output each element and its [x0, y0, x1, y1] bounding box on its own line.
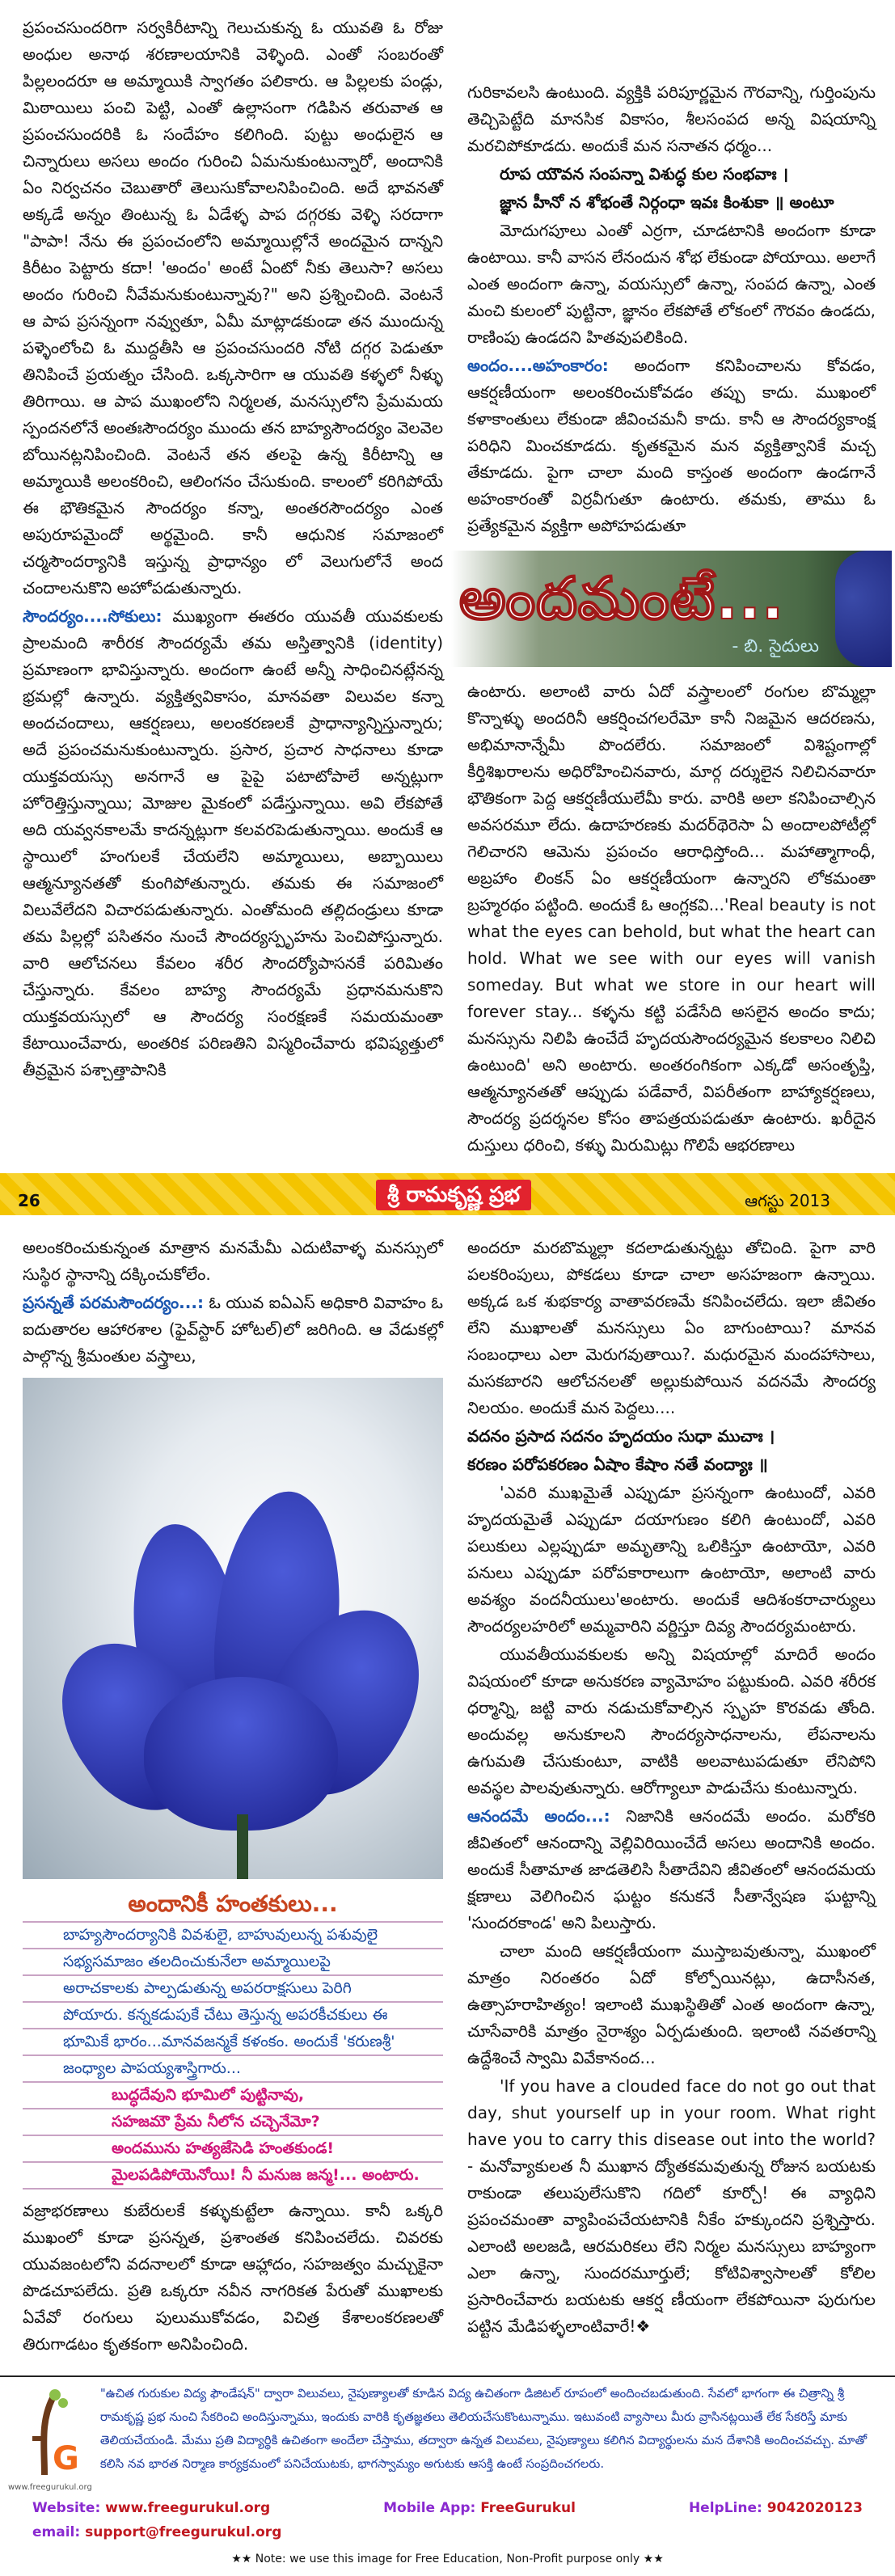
article-intro: ప్రపంచసుందరిగా సర్వకిరీటాన్ని గెలుచుకున్న ఓ యువతి ఓ రోజు అంధుల అనాథ శరణాలయానికి వెళ్ళింది. ఎంతో సంబరంతో పిల్లలందరూ ఆ అమ్మాయికి స్వాగతం పలికారు. ఆ పిల్లలకు పండ్లు, మిఠాయిలు పంచి పెట్టి, ఎంతో ఉల్లాసంగా గడిపిన తరువాత ఆ ప్రపంచసుందరికి ఓ సందేహం కలిగింది. పుట్టు అంధులైన ఆ చిన్నారులు అసలు అందం గురించి ఏమనుకుంటున్నారో, అందానికి ఏం నిర్వచనం చెబుతారో తెలుసుకోవాలనిపించింది. అదే భావనతో అక్కడే అన్నం తింటున్న ఓ ఏడేళ్ళ పాప దగ్గరకు వెళ్ళి సరదాగా "పాపా! నేను ఈ ప్రపంచంలోని అమ్మాయిల్లోనే అందమైన దాన్నని కిరీటం పెట్టారు కదా! 'అందం' అంటే ఏంటో నీకు తెలుసా? అసలు అందం గురించి నీవేమనుకుంటున్నావు?" అని ప్రశ్నించింది. వెంటనే ఆ పాప ప్రసన్నంగా నవ్వుతూ, ఏమీ మాట్లాడకుండా తన ముందున్న పళ్ళెంలోంచి ఓ ముద్దతీసి ఆ ప్రపంచసుందరి నోటి దగ్గర పెడుతూ తినిపించే ప్రయత్నం చేసింది. ఒక్కసారిగా ఆ యువతి కళ్ళలో నీళ్ళు తిరిగాయి. ఆ పాప ముఖంలోని నిర్మలత, మనస్సులోని ప్రేమమయ స్పందనలోనే అంతఃసౌందర్యం ముందు తన బాహ్యసౌందర్యం వెలవెల బోయినట్లనిపించింది. వెంటనే తన తలపై ఉన్న కిరీటాన్ని ఆ అమ్మాయికి అలంకరించి, ఆలింగనం చేసుకుంది. కాలంలో కరిగిపోయే ఈ భౌతికమైన సౌందర్యం కన్నా, అంతరసౌందర్యం ఎంత అపురూపమైందో అర్థమైంది. కానీ ఆధునిక సమాజంలో చర్మసౌందర్యానికి ఇస్తున్న ప్రాధాన్యం లో వెలుగులోనే అంద చందాలనుకొని అహోపడుతున్నారు. — [23, 18, 443, 598]
website-link[interactable]: www.freegurukul.org — [105, 2500, 271, 2516]
magazine-logo: శ్రీ రామకృష్ణ ప్రభ — [376, 1180, 531, 1210]
contact-links — [8, 2494, 887, 2547]
verse-line: కరణం పరోపకరణం ఏషాం కేషాం నతే వంద్యాః ॥ — [467, 1455, 768, 1474]
sidebar-box — [23, 1887, 443, 2190]
page-bottom — [0, 1220, 895, 2367]
freegurukul-logo — [8, 2382, 92, 2494]
left-column-bottom-end: వజ్రాభరణాలు కుబేరులకే కళ్ళుకుట్టేలా ఉన్నాయి. కానీ ఒక్కరి ముఖంలో కూడా ప్రసన్నత, ప్రశాంతత కనిపించలేదు. చివరకు యువజంటలోని వదనాలలో కూడా ఆహ్లాదం, సహజత్వం మచ్చుకైనా పొడచూపలేదు. ప్రతి ఒక్కరూ నవీన నాగరికత పేరుతో ముఖాలకు ఏవేవో రంగులు పులుముకోవడం, విచిత్ర కేశాలంకరణలతో తిరుగాడటం కృతకంగా అనిపించింది. — [23, 2201, 443, 2354]
svg-text:G: G — [53, 2440, 79, 2477]
blue-flower-image — [23, 1378, 443, 1879]
box-line: సభ్యసమాజం తలదించుకునేలా అమ్మాయిలపై — [23, 1949, 443, 1976]
left-column-bottom-top: అలంకరించుకున్నంత మాత్రాన మనమేమీ ఎదుటివాళ్ళ మనస్సులో సుస్థిర స్థానాన్ని దక్కించుకోలేం. ప్రసన్నతే పరమసౌందర్యం...: ఓ యువ ఐఏఎస్ అధికారి వివాహం ఓ ఐదుతారల ఆహారశాల (ఫైవ్‌స్టార్ హోటల్)లో జరిగింది. ఆ వేడుకల్లో పాల్గొన్న శ్రీమంతుల వస్త్రాలు, — [23, 1235, 443, 1370]
issue-date: ఆగస్టు 2013 — [745, 1191, 830, 1210]
paragraph: గురికావలసి ఉంటుంది. వ్యక్తికి పరిపూర్ణమైన గౌరవాన్ని, గుర్తింపును తెచ్చిపెట్టేది మానసిక వికాసం, శీలసంపద అన్న విషయాన్ని మరచిపోకూడదు. అందుకే మన సనాతన ధర్మం... — [467, 82, 876, 155]
app-link[interactable]: FreeGurukul — [480, 2500, 576, 2516]
subheading-serenity: ప్రసన్నతే పరమసౌందర్యం...: — [23, 1293, 204, 1312]
helpline-label: HelpLine: — [688, 2500, 762, 2516]
left-column-top — [23, 15, 443, 1160]
paragraph: చాలా మంది ఆకర్షణీయంగా ముస్తాబవుతున్నా, ముఖంలో మాత్రం నిరంతరం ఏదో కోల్పోయినట్లు, ఉదాసీనత, ఉత్సాహరాహిత్యం! ఇలాంటి ముఖస్థితితో ఎంత అందంగా ఉన్నా, చూసేవారికి మాత్రం నైరాశ్యం ఏర్పడుతుంది. ఇలాంటి నవతరాన్ని ఉద్దేశించే స్వామి వివేకానంద... — [467, 1941, 876, 2067]
poem-line: సహజమౌ ప్రేమ నీలోన చచ్చెనేమో? — [23, 2109, 443, 2136]
page-top — [0, 0, 895, 1168]
left-column-bottom — [23, 1235, 443, 2359]
article-title: అందమంటే... — [459, 564, 785, 632]
footer — [0, 2375, 895, 2576]
verse-line: రూప యౌవన సంపన్నా విశుద్ధ కుల సంభవాః । — [500, 164, 789, 184]
poem-line: అందమును హత్యజేసెడి హంతకుండ! — [23, 2136, 443, 2163]
poem-line: బుద్ధదేవుని భూమిలో పుట్టినావు, — [23, 2083, 443, 2109]
paragraph: 'ఎవరి ముఖమైతే ఎప్పుడూ ప్రసన్నంగా ఉంటుందో, ఎవరి హృదయమైతే ఎప్పుడూ దయాగుణం కలిగి ఉంటుందో, ఎవరి పలుకులు ఎల్లప్పుడూ అమృతాన్ని ఒలికిస్తూ ఉంటాయో, ఎవరి పనులు ఎప్పుడూ పరోపకారాలుగా ఉంటాయో, అలాంటి వారు అవశ్యం వందనీయులు'అంటారు. అందుకే ఆదిశంకరాచార్యులు సౌందర్యలహరిలో అమ్మవారిని వర్ణిస్తూ దివ్య సౌందర్యమంటారు. — [467, 1483, 876, 1636]
section-paragraph: సౌందర్యం....సోకులు: ముఖ్యంగా ఈతరం యువతీ యువకులకు ప్రాలమంది శారీరక సౌందర్యమే తమ అస్తిత్వానికి (identity) ప్రమాణంగా భావిస్తున్నారు. అందంగా ఉంటే అన్నీ సాధించినట్లేనన్న భ్రమల్లో ఉన్నారు. వ్యక్తిత్వవికాసం, మానవతా విలువల కన్నా అందచందాలు, ఆకర్షణలు, అలంకరణలకే ప్రాధాన్యాన్నిస్తున్నారు; అదే ప్రపంచమనుకుంటున్నారు. ప్రసార, ప్రచార సాధనాలు కూడా యుక్తవయస్సు అనగానే ఆ పైపై పటాటోపాలే అన్నట్లుగా హోరెత్తిస్తున్నాయి; మోజుల మైకంలో పడేస్తున్నాయి. అవి లేకపోతే అది యవ్వనకాలమే కాదన్నట్లుగా కలవరపెడుతున్నాయి. అందుకే ఆ స్థాయిలో హంగులకే చేయలేని అమ్మాయిలు, అబ్బాయిలు ఆత్మన్యూనతతో కుంగిపోతున్నారు. తమకు ఈ సమాజంలో విలువేలేదని విచారపడుతున్నారు. ఎంతోమంది తల్లిదండ్రులు కూడా తమ పిల్లల్లో పసితనం నుంచే సౌందర్యస్పృహను పెంచిపోస్తున్నారు. వారి ఆలోచనలు కేవలం శరీర సౌందర్యోపాసనకే పరిమితం చేస్తున్నారు. కేవలం బాహ్య సౌందర్యమే ప్రధానమనుకొని యుక్తవయస్సులో ఆ సౌందర్య సంరక్షణకే సమయమంతా కేటాయించేవారు, అంతరిక పరిణతిని విస్మరించేవారు భవిష్యత్తులో తీవ్రమైన పశ్చాత్తాపానికి — [23, 606, 444, 1079]
page-number: 26 — [18, 1191, 40, 1210]
helpline-number[interactable]: 9042020123 — [766, 2500, 863, 2516]
poem-line: మైలపడిపోయెనోయి! నీ మనుజ జన్మ!... అంటారు. — [23, 2163, 443, 2190]
subheading-joy: ఆనందమే అందం...: — [467, 1806, 610, 1826]
box-heading: అందానికీ హంతకులు... — [23, 1887, 443, 1923]
right-column-top: గురికావలసి ఉంటుంది. వ్యక్తికి పరిపూర్ణమైన గౌరవాన్ని, గుర్తింపును తెచ్చిపెట్టేది మానసిక వికాసం, శీలసంపద అన్న విషయాన్ని మరచిపోకూడదు. అందుకే మన సనాతన ధర్మం... రూప యౌవన సంపన్నా విశుద్ధ కుల సంభవాః । జ్ఞాన హీనో న శోభంతే నిర్గంధా ఇవః కింశుకా ॥ అంటూ మోదుగపూలు ఎంతో ఎర్రగా, చూడటానికి అందంగా కూడా ఉంటాయి. కానీ వాసన లేనందున శోభ లేకుండా పోయాయి. అలాగే ఎంత అందంగా ఉన్నా, వయస్సులో ఉన్నా, సంపద ఉన్నా, ఎంత మంచి కులంలో పుట్టినా, జ్ఞానం లేకపోతే లోకంలో గౌరవం ఉండదు, రాణింపు ఉండదని హితవుపలికింది. అందం....అహంకారం: అందంగా కనిపించాలను కోవడం, ఆకర్షణీయంగా అలంకరించుకోవడం తప్పు కాదు. ముఖంలో కళాకాంతులు లేకుండా జీవించమనీ కాదు. కానీ ఆ సౌందర్యకాంక్ష పరిధిని మించకూడదు. కృతకమైన మన వ్యక్తిత్వానికే మచ్చ తేకూడదు. పైగా చాలా మంది కాస్తంత అందంగా ఉండగానే అహంకారంతో విర్రవీగుతూ ఉంటారు. తమకు, తాము ఓ ప్రత్యేకమైన వ్యక్తిగా అపోహపడుతూ అందమంటే... - బి. సైదులు ఉంటారు. అలాంటి వారు ఏదో వస్త్రాలంలో రంగుల బొమ్మల్లా కొన్నాళ్ళు అందరినీ ఆకర్షించగలరేమో కానీ నిజమైన ఆదరణను, అభిమానాన్నేమీ పొందలేరు. సమాజంలో విశిష్టంగాల్లో కీర్తిశిఖరాలను అధిరోహించినవారు, మార్గ దర్శులైన నిలిచినవారూ భౌతికంగా పెద్ద ఆకర్షణీయులేమీ కారు. వారికి అలా కనిపించాల్సిన అవసరమూ లేదు. ఉదాహరణకు మదర్‌థెరెసా ఏ అందాలపోటీల్లో గెలిచారని ఆమెను ప్రపంచం ఆరాధిస్తోంది... మహాత్మాగాంధీ, అబ్రహాం లింకన్ ఏం ఆకర్షణీయంగా ఉన్నారని లోకమంతా బ్రహ్మరథం పట్టింది. అందుకే ఓ ఆంగ్లకవి...'Real beauty is not what the eyes can behold, but what the heart can hold. What we see with our eyes will vanish someday. But what we store in our heart will forever stay... కళ్ళను కట్టి పడేసేది అసలైన అందం కాదు; మనస్సును నిలిపి ఉంచేదే హృదయసౌందర్యమైన కలకాలం నిలిచి ఉంటుంది' అని అంటారు. అంతరంగికంగా ఎక్కడో అసంతృప్తి, ఆత్మన్యూనతతో ఆప్పుడు పడేవారే, విపరీతంగా బాహ్యాకర్షణలు, సౌందర్య ప్రదర్శనల కోసం తాపత్రయపడుతూ ఉంటారు. ఖరీదైన దుస్తులు ధరించి, కళ్ళు మిరుమిట్లు గొలిపే ఆభరణాలు — [467, 15, 876, 1160]
footer-note: ★★ Note: we use this image for Free Education, Non-Profit purpose only ★★ — [231, 2553, 664, 2565]
paragraph: మోదుగపూలు ఎంతో ఎర్రగా, చూడటానికి అందంగా కూడా ఉంటాయి. కానీ వాసన లేనందున శోభ లేకుండా పోయాయి. అలాగే ఎంత అందంగా ఉన్నా, వయస్సులో ఉన్నా, సంపద ఉన్నా, ఎంత మంచి కులంలో పుట్టినా, జ్ఞానం లేకపోతే లోకంలో గౌరవం ఉండదు, రాణింపు ఉండదని హితవుపలికింది. — [467, 221, 876, 347]
box-line: బాహ్యసౌందర్యానికి వివశులై, బాహువులున్న పశువులై — [23, 1923, 443, 1949]
paragraph: అలంకరించుకున్నంత మాత్రాన మనమేమీ ఎదుటివాళ్ళ మనస్సులో సుస్థిర స్థానాన్ని దక్కించుకోలేం. — [23, 1238, 443, 1284]
paragraph: యువతీయువకులకు అన్ని విషయాల్లో మాదిరే అందం విషయంలో కూడా అనుకరణ వ్యామోహం పట్టుకుంది. ఎవరి శరీరక ధర్మాన్ని, జట్టి వారు నడుచుకోవాల్సిన స్పృహ కొరవడు తోంది. అందువల్ల అనుకూలని సౌందర్యసాధనాలను, లేపనాలను ఉగుమతి చేసుకుంటూ, వాటికి అలవాటుపడుతూ లేనిపోని అవస్థల పాలవుతున్నారు. ఆరోగ్యాలూ పాడుచేసు కుంటున్నారు. — [467, 1645, 876, 1797]
website-label: Website: — [32, 2500, 101, 2516]
box-line: అరాచకాలకు పాల్పడుతున్న అపరరాక్షసులు పెరిగి — [23, 1976, 443, 2003]
verse-line: జ్ఞాన హీనో న శోభంతే నిర్గంధా ఇవః కింశుకా ॥ అంటూ — [500, 192, 834, 212]
page-band — [0, 1173, 895, 1215]
right-column-bottom: అందరూ మరబొమ్మల్లా కదలాడుతున్నట్టు తోచింది. పైగా వారి పలకరింపులు, పోకడలు కూడా చాలా అసహజంగా ఉన్నాయి. అక్కడ ఒక శుభకార్య వాతావరణమే కనిపించలేదు. ఇలా జీవితం లేని ముఖాలతో మనస్సులు ఏం బాగుంటాయి? మానవ సంబంధాలు ఎలా మెరుగవుతాయి?. మధురమైన మందహాసాలు, మసకబారని ఆలోచనలతో అల్లుకుపోయిన వదనమే సౌందర్య నిలయం. అందుకే మన పెద్దలు.... వదనం ప్రసాద సదనం హృదయం సుధా ముచాః । కరణం పరోపకరణం ఏషాం కేషాం నతే వంద్యాః ॥ 'ఎవరి ముఖమైతే ఎప్పుడూ ప్రసన్నంగా ఉంటుందో, ఎవరి హృదయమైతే ఎప్పుడూ దయాగుణం కలిగి ఉంటుందో, ఎవరి పలుకులు ఎల్లప్పుడూ అమృతాన్ని ఒలికిస్తూ ఉంటాయో, ఎవరి పనులు ఎప్పుడూ పరోపకారాలుగా ఉంటాయో, అలాంటి వారు అవశ్యం వందనీయులు'అంటారు. అందుకే ఆదిశంకరాచార్యులు సౌందర్యలహరిలో అమ్మవారిని వర్ణిస్తూ దివ్య సౌందర్యమంటారు. యువతీయువకులకు అన్ని విషయాల్లో మాదిరే అందం విషయంలో కూడా అనుకరణ వ్యామోహం పట్టుకుంది. ఎవరి శరీరక ధర్మాన్ని, జట్టి వారు నడుచుకోవాల్సిన స్పృహ కొరవడు తోంది. అందువల్ల అనుకూలని సౌందర్యసాధనాలను, లేపనాలను ఉగుమతి చేసుకుంటూ, వాటికి అలవాటుపడుతూ లేనిపోని అవస్థల పాలవుతున్నారు. ఆరోగ్యాలూ పాడుచేసు కుంటున్నారు. ఆనందమే అందం...: నిజానికి ఆనందమే అందం. మరోకరి జీవితంలో ఆనందాన్ని వెల్లివిరియించేదే అసలు అందానికి అందం. అందుకే సీతామాత జాడతెలిసి సీతాదేవిని జీవితంలో ఆనందమయ క్షణాలు వెలిగించిన ఘట్టం కనుకనే సీతాన్వేషణ ఘట్టాన్ని 'సుందరకాండ' అని పిలుస్తారు. చాలా మంది ఆకర్షణీయంగా ముస్తాబవుతున్నా, ముఖంలో మాత్రం నిరంతరం ఏదో కోల్పోయినట్లు, ఉదాసీనత, ఉత్సాహరాహిత్యం! ఇలాంటి ముఖస్థితితో ఎంత అందంగా ఉన్నా, చూసేవారికి మాత్రం నైరాశ్యం ఏర్పడుతుంది. ఇలాంటి నవతరాన్ని ఉద్దేశించే స్వామి వివేకానంద... 'If you have a clouded face do not go out that day, shut yourself up in your room. What right have you to carry this disease out into the world? - మనోవ్యాకులత నీ ముఖాన ద్యోతకమవుతున్న రోజున బయటకు రాకుండా తలుపులేసుకొని గదిలో కూర్చో! ఈ వ్యాధిని ప్రపంచమంతా వ్యాపింపచేయటానికి నీకేం హక్కుందని ప్రశ్నిస్తారు. ఎలాంటి అలజడి, ఆరమరికలు లేని నిర్మల మనస్సులు బాహ్యంగా ఎలా ఉన్నా, సుందరమూర్తులే; కోటివిశ్వాసాలతో కోలిల ప్రసారించేవారు బయటకు ఆకర్ష ణీయంగా లేకపోయినా పురుగుల పట్టిన మేడిపళ్ళలాంటివారే!❖ — [467, 1235, 876, 2359]
email-link[interactable]: support@freegurukul.org — [85, 2524, 282, 2540]
title-banner — [451, 551, 892, 667]
author: - బి. సైదులు — [732, 636, 819, 657]
box-line: జంధ్యాల పాపయ్యశాస్త్రిగారు... — [23, 2056, 443, 2083]
footer-text: "ఉచిత గురుకుల విద్య ఫౌండేషన్" ద్వారా విలువలు, నైపుణ్యాలతో కూడిన విద్య ఉచితంగా డిజిటల్ రూపంలో అందించబడుతుంది. సేవలో భాగంగా ఈ చిత్రాన్ని శ్రీ రామకృష్ణ ప్రభ నుంచి సేకరించి అందిస్తున్నాము, ఇందుకు వారికి కృతజ్ఞతలు తెలియచేసుకొంటున్నాము. ఇటువంటి వ్యాసాలు మీరు వ్రాసినట్లయితే లేక సేకరిస్తే మాకు తెలియచేయండి. మేము ప్రతి విద్యార్థికి ఉచితంగా అందేలా చేస్తాము, తద్వారా ఉన్నత విలువలు, నైపుణ్యాలు కలిగిన విద్యార్థులను మన దేశానికి అందించవచ్చు. మాతో కలిసి నవ భారత నిర్మాణ కార్యక్రమంలో పనిచేయుటకు, భాగస్వామ్యం అగుటకు ఆసక్తి ఉంటే సంప్రదించగలరు. — [99, 2386, 868, 2471]
app-label: Mobile App: — [383, 2500, 476, 2516]
paragraph: 'If you have a clouded face do not go out that day, shut yourself up in your room. What right have you to carry this disease out into the world? - మనోవ్యాకులత నీ ముఖాన ద్యోతకమవుతున్న రోజున బయటకు రాకుండా తలుపులేసుకొని గదిలో కూర్చో! ఈ వ్యాధిని ప్రపంచమంతా వ్యాపింపచేయటానికి నీకేం హక్కుందని ప్రశ్నిస్తారు. ఎలాంటి అలజడి, ఆరమరికలు లేని నిర్మల మనస్సులు బాహ్యంగా ఎలా ఉన్నా, సుందరమూర్తులే; కోటివిశ్వాసాలతో కోలిల ప్రసారించేవారు బయటకు ఆకర్ష ణీయంగా లేకపోయినా పురుగుల పట్టిన మేడిపళ్ళలాంటివారే!❖ — [467, 2076, 876, 2336]
paragraph: ఉంటారు. అలాంటి వారు ఏదో వస్త్రాలంలో రంగుల బొమ్మల్లా కొన్నాళ్ళు అందరినీ ఆకర్షించగలరేమో కానీ నిజమైన ఆదరణను, అభిమానాన్నేమీ పొందలేరు. సమాజంలో విశిష్టంగాల్లో కీర్తిశిఖరాలను అధిరోహించినవారు, మార్గ దర్శులైన నిలిచినవారూ భౌతికంగా పెద్ద ఆకర్షణీయులేమీ కారు. వారికి అలా కనిపించాల్సిన అవసరమూ లేదు. ఉదాహరణకు మదర్‌థెరెసా ఏ అందాలపోటీల్లో గెలిచారని ఆమెను ప్రపంచం ఆరాధిస్తోంది... మహాత్మాగాంధీ, అబ్రహాం లింకన్ ఏం ఆకర్షణీయంగా ఉన్నారని లోకమంతా బ్రహ్మరథం పట్టింది. అందుకే ఓ ఆంగ్లకవి...'Real beauty is not what the eyes can behold, but what the heart can hold. What we see with our eyes will vanish someday. But what we store in our heart will forever stay... కళ్ళను కట్టి పడేసేది అసలైన అందం కాదు; మనస్సును నిలిపి ఉంచేదే హృదయసౌందర్యమైన కలకాలం నిలిచి ఉంటుంది' అని అంటారు. అంతరంగికంగా ఎక్కడో అసంతృప్తి, ఆత్మన్యూనతతో ఆప్పుడు పడేవారే, విపరీతంగా బాహ్యాకర్షణలు, సౌందర్య ప్రదర్శనల కోసం తాపత్రయపడుతూ ఉంటారు. ఖరీదైన దుస్తులు ధరించి, కళ్ళు మిరుమిట్లు గొలిపే ఆభరణాలు — [467, 682, 876, 1155]
box-line: పోయారు. కన్నకడుపుకే చేటు తెస్తున్న అపరకీచకులు ఈ — [23, 2003, 443, 2029]
paragraph: అందరూ మరబొమ్మల్లా కదలాడుతున్నట్టు తోచింది. పైగా వారి పలకరింపులు, పోకడలు కూడా చాలా అసహజంగా ఉన్నాయి. అక్కడ ఒక శుభకార్య వాతావరణమే కనిపించలేదు. ఇలా జీవితం లేని ముఖాలతో మనస్సులు ఏం బాగుంటాయి? మానవ సంబంధాలు ఎలా మెరుగవుతాయి?. మధురమైన మందహాసాలు, మసకబారని ఆలోచనలతో అల్లుకుపోయిన వదనమే సౌందర్య నిలయం. అందుకే మన పెద్దలు.... — [467, 1238, 876, 1417]
email-label: email: — [32, 2524, 81, 2540]
box-line: భూమికే భారం...మానవజన్మకే కళంకం. అందుకే 'కరుణశ్రీ' — [23, 2029, 443, 2056]
logo-url: www.freegurukul.org — [8, 2483, 92, 2492]
subheading-beauty-ego: అందం....అహంకారం: — [467, 356, 609, 375]
subheading-beauty-makeup: సౌందర్యం....సోకులు: — [23, 606, 163, 626]
verse-line: వదనం ప్రసాద సదనం హృదయం సుధా ముచాః । — [467, 1426, 775, 1446]
